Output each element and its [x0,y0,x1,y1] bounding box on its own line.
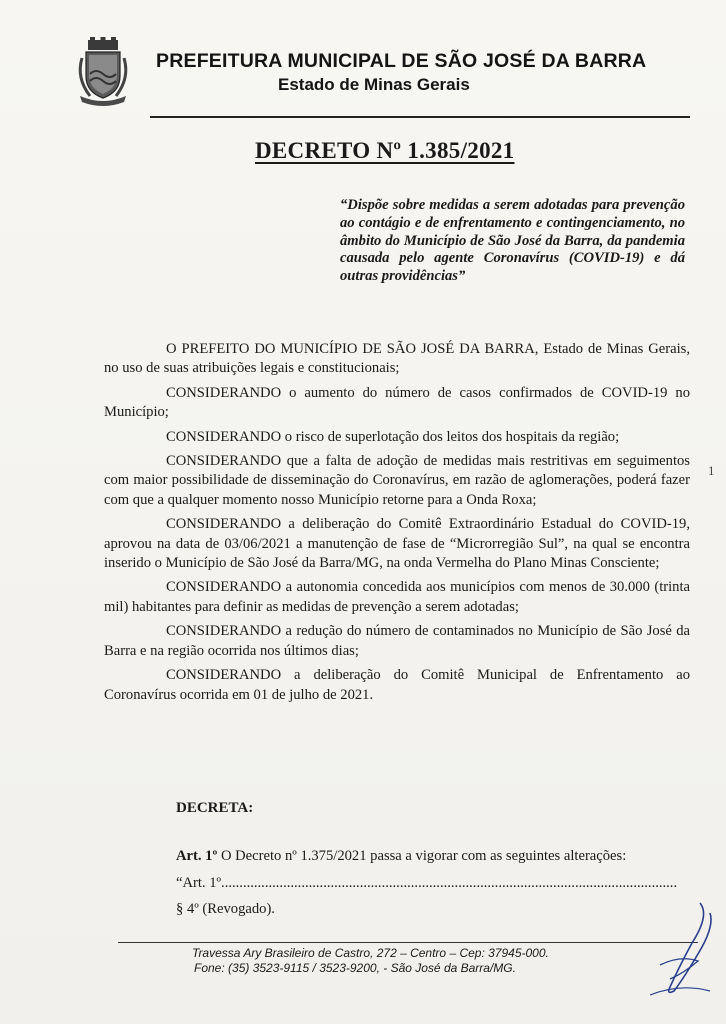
state-name: Estado de Minas Gerais [278,75,470,94]
preamble [104,340,690,710]
footer-divider [118,942,698,943]
decreta-heading: DECRETA: [176,800,254,816]
letterhead-text [156,50,646,95]
considering-paragraph: CONSIDERANDO a deliberação do Comitê Municipal de Enfrentamento ao Coronavírus ocorrida em 01 de julho de 2021. [104,667,690,703]
coat-of-arms-icon [72,36,134,106]
paragraph-4: § 4º (Revogado). [176,901,275,917]
considering-paragraph: CONSIDERANDO que a falta de adoção de medidas mais restritivas em seguimentos com maior possibilidade de disseminação do Coronavírus, em razão de aglomerações, poderá fazer com que a qualquer momento nosso Município retorne para a Onda Roxa; [104,453,690,508]
considering-paragraph: CONSIDERANDO o aumento do número de casos confirmados de COVID-19 no Município; [104,384,690,421]
article-1-text: O Decreto nº 1.375/2021 passa a vigorar com as seguintes alterações: [220,848,627,864]
preamble-paragraph: O PREFEITO DO MUNICÍPIO DE SÃO JOSÉ DA BARRA, Estado de Minas Gerais, no uso de suas atribuições legais e constitucionais; [104,341,690,377]
article-1-continuation: “Art. 1º............................................................................................................................. [176,875,678,891]
article-1-label: Art. 1º [176,848,218,864]
municipality-name: PREFEITURA MUNICIPAL DE SÃO JOSÉ DA BARRA [156,50,647,72]
footer-phone-line: Fone: (35) 3523-9115 / 3523-9200, - São José da Barra/MG. [194,961,516,975]
article-1 [176,848,696,865]
considering-paragraph: CONSIDERANDO o risco de superlotação dos leitos dos hospitais da região; [166,428,620,445]
footer-address-line: Travessa Ary Brasileiro de Castro, 272 – Centro – Cep: 37945-000. [192,946,549,960]
considering-paragraph: CONSIDERANDO a deliberação do Comitê Extraordinário Estadual do COVID-19, aprovou na data de 03/06/2021 a manutenção de fase de “Microrregião Sul”, na qual se encontra inserido o Município de São José da Barra/MG, na onda Vermelha do Plano Minas Consciente; [104,516,690,572]
decree-title: DECRETO Nº 1.385/2021 [255,138,515,163]
considering-paragraph: CONSIDERANDO a autonomia concedida aos municípios com menos de 30.000 (trinta mil) habitantes para definir as medidas de prevenção a serem adotadas; [104,579,690,615]
decree-summary: “Dispõe sobre medidas a serem adotadas para prevenção ao contágio e de enfrentamento e contingenciamento, no âmbito do Município de São José da Barra, da pandemia causada pelo agente Coronavírus (COVID-19) e dá outras providências” [340,197,685,285]
header-divider [150,116,690,118]
letterhead [72,36,692,106]
considering-paragraph: CONSIDERANDO a redução do número de contaminados no Município de São José da Barra e na região ocorrida nos últimos dias; [104,623,690,659]
signature-icon [640,895,720,1005]
footer-address [192,946,632,976]
margin-page-number: 1 [708,463,715,478]
